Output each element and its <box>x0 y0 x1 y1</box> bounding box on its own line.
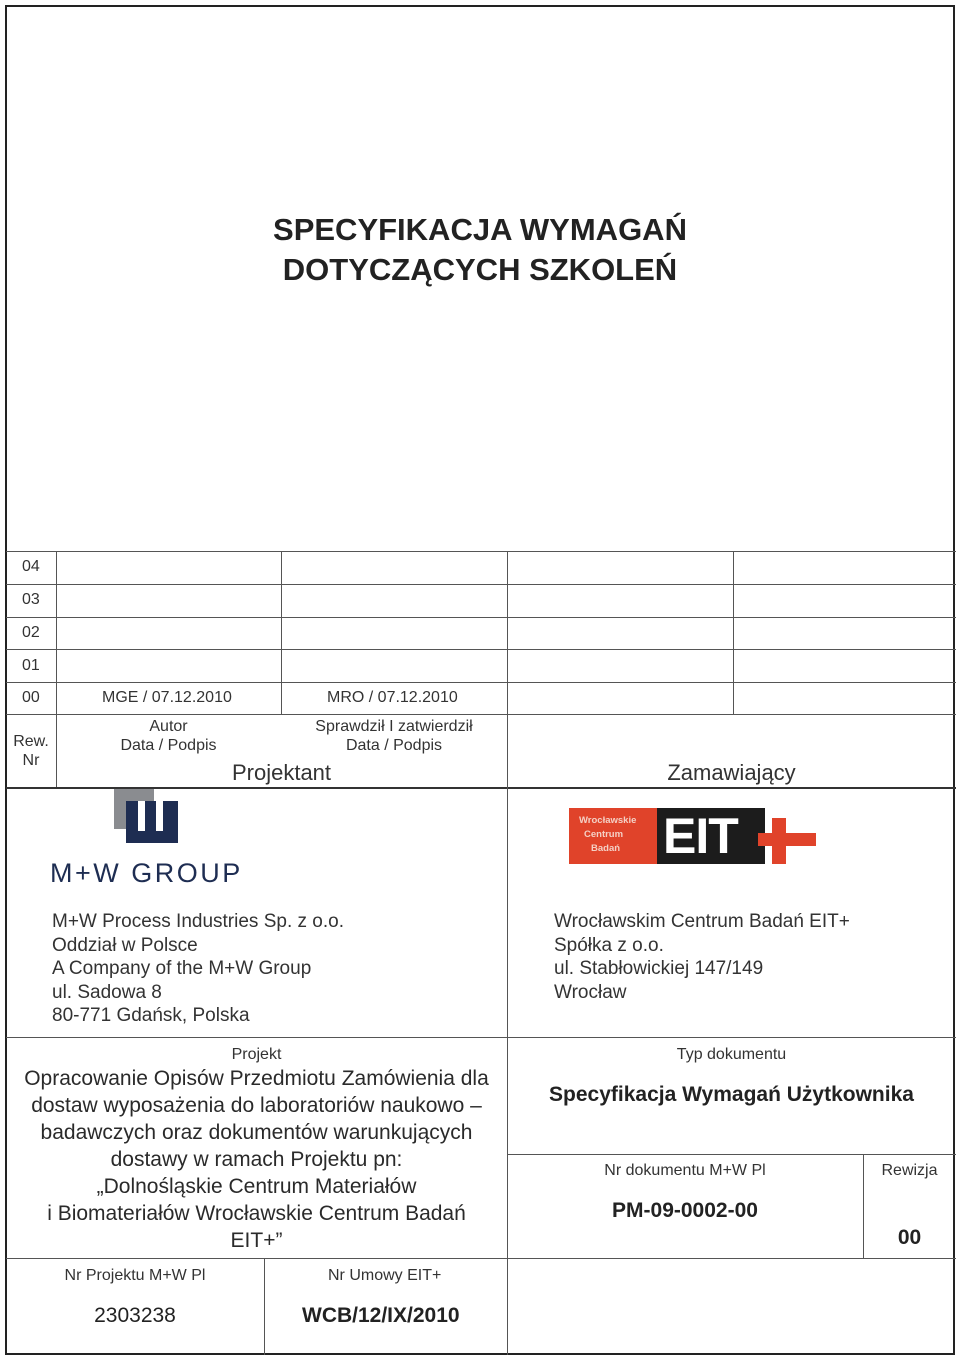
designer-address-line: Oddział w Polsce <box>52 934 198 956</box>
rev-row-04: 04 <box>22 558 40 575</box>
project-line: dostaw wyposażenia do laboratoriów naukowo – <box>31 1094 482 1117</box>
document-number-label: Nr dokumentu M+W Pl <box>604 1162 766 1179</box>
designer-address-line: A Company of the M+W Group <box>52 958 312 979</box>
document-number-value: PM-09-0002-00 <box>612 1199 758 1222</box>
rev-nr-label: Rew. Nr <box>13 733 49 769</box>
title-line-2: DOTYCZĄCYCH SZKOLEŃ <box>282 252 678 287</box>
project-description <box>6 1065 507 1254</box>
project-line: dostawy w ramach Projektu pn: <box>110 1148 403 1171</box>
revision-label: Rewizja <box>881 1162 938 1179</box>
client-address-line: Spółka z o.o. <box>554 934 664 956</box>
rev-row-00: 00 <box>22 689 40 706</box>
project-line: badawczych oraz dokumentów warunkujących <box>40 1121 473 1144</box>
eit-plus-icon <box>758 818 818 864</box>
eit-logo-label: Wrocławskie Centrum Badań <box>569 808 657 864</box>
client-address-line: ul. Stabłowickiej 147/149 <box>554 958 764 979</box>
project-label: Projekt <box>231 1046 282 1063</box>
designer-address-line: M+W Process Industries Sp. z o.o. <box>52 911 344 932</box>
author-label: Autor Data / Podpis <box>120 718 217 754</box>
project-line: Opracowanie Opisów Przedmiotu Zamówienia dla <box>24 1067 489 1090</box>
project-line: „Dolnośląskie Centrum Materiałów <box>96 1175 417 1198</box>
designer-address-line: ul. Sadowa 8 <box>52 981 162 1003</box>
mw-logo-icon <box>112 789 182 845</box>
title-line-1: SPECYFIKACJA WYMAGAŃ <box>273 212 687 247</box>
mw-logo-text: M+W GROUP <box>50 858 243 888</box>
client-address-line: Wrocław <box>554 981 627 1003</box>
client-address-line: Wrocławskim Centrum Badań EIT+ <box>554 911 850 932</box>
rev-row-01: 01 <box>22 657 40 674</box>
client-label: Zamawiający <box>667 760 796 785</box>
project-line: EIT+” <box>230 1229 283 1252</box>
client-address <box>554 910 850 1004</box>
rev-row-03: 03 <box>22 591 40 608</box>
page-title <box>0 210 960 290</box>
rev-00-approved: MRO / 07.12.2010 <box>327 689 458 706</box>
eit-logo-box <box>657 808 765 864</box>
rev-row-02: 02 <box>22 624 40 641</box>
contract-number-label: Nr Umowy EIT+ <box>328 1267 442 1284</box>
document-type-value: Specyfikacja Wymagań Użytkownika <box>549 1083 914 1106</box>
designer-address <box>52 910 344 1028</box>
project-line: i Biomateriałów Wrocławskie Centrum Badań <box>47 1202 466 1225</box>
rev-00-author: MGE / 07.12.2010 <box>102 689 232 706</box>
project-number-label: Nr Projektu M+W Pl <box>64 1267 206 1284</box>
designer-label: Projektant <box>231 760 332 785</box>
eit-logo-text: EIT <box>663 808 738 864</box>
project-number-value: 2303238 <box>94 1304 176 1327</box>
document-type-label: Typ dokumentu <box>676 1046 787 1063</box>
contract-number-value: WCB/12/IX/2010 <box>302 1304 460 1327</box>
designer-address-line: 80-771 Gdańsk, Polska <box>52 1005 250 1026</box>
approved-label: Sprawdził I zatwierdził Data / Podpis <box>315 718 473 754</box>
revision-value: 00 <box>897 1226 922 1249</box>
